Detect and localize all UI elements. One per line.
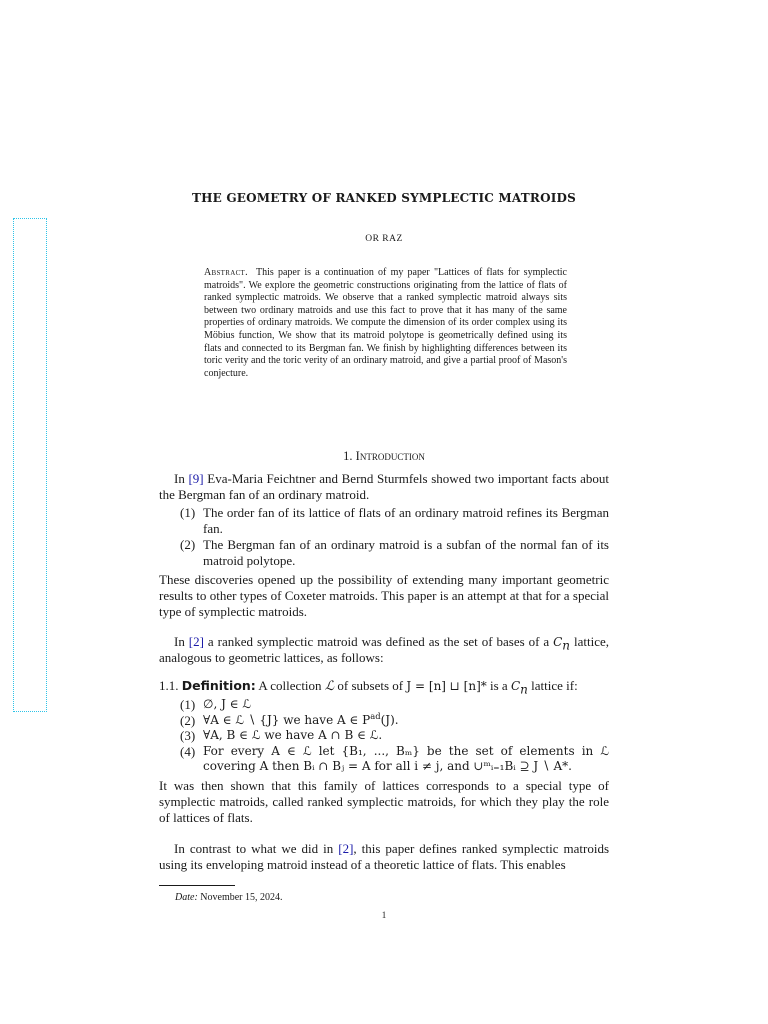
list-item-text-part: (J). [380, 712, 399, 727]
citation-link[interactable]: [9] [188, 471, 204, 486]
list-item-text: The order fan of its lattice of flats of an ordinary matroid refines its Bergman fan. [203, 505, 609, 536]
intro-text: Eva-Maria Feichtner and Bernd Sturmfels showed two important facts about the Bergman fan of an ordinary matroid. [159, 471, 609, 502]
list-item [180, 505, 609, 537]
intro-text: a ranked symplectic matroid was defined as the set of bases of a [203, 634, 554, 649]
intro-paragraph-1 [159, 471, 609, 503]
math-superscript: ad [370, 710, 381, 721]
list-item-number: (4) [180, 743, 196, 759]
definition-text: of subsets of [334, 678, 407, 693]
paper-title: THE GEOMETRY OF RANKED SYMPLECTIC MATROIDS [191, 191, 577, 205]
paragraph-text: , this paper defines ranked symplectic matroids using its enveloping matroid instead of a theoretic lattice of flats. This enables [159, 841, 610, 872]
definition-text: is a [486, 678, 511, 693]
dotted-margin-box [13, 218, 47, 712]
math-symbol: C [553, 635, 563, 649]
list-item [180, 728, 609, 744]
definition-block [159, 678, 609, 695]
list-item-text: For every A ∈ ℒ let {B₁, ..., Bₘ} be the set of elements in ℒ covering A then Bᵢ ∩ Bⱼ = A for all i ≠ j, and ∪ᵐᵢ₌₁Bᵢ ⊇ J ∖ A*. [203, 743, 609, 774]
footnote-rule [159, 885, 235, 886]
definition-conditions-list [180, 697, 609, 775]
list-item-number: (2) [180, 537, 196, 552]
list-item [180, 710, 609, 729]
abstract-label: Abstract. [204, 267, 248, 278]
list-item-text-part: ∀A ∈ ℒ ∖ {J} we have A ∈ P [203, 712, 371, 727]
abstract [204, 267, 567, 380]
intro-text: lattice, analogous to geometric lattices, as follows: [159, 634, 609, 665]
intro-paragraph-3 [159, 634, 609, 666]
date-footnote [175, 892, 283, 903]
definition-text: lattice if: [527, 678, 578, 693]
math-symbol: ℒ [324, 679, 335, 694]
section-title: Introduction [355, 449, 425, 463]
list-item-number: (2) [180, 712, 196, 728]
list-item-number: (1) [180, 505, 196, 520]
author-name: OR RAZ [365, 234, 403, 244]
footnote-text: November 15, 2024. [200, 892, 283, 903]
section-heading [0, 449, 768, 464]
page-number: 1 [381, 910, 387, 920]
math-symbol: C [510, 679, 521, 693]
list-item [180, 537, 609, 569]
list-item-number: (3) [180, 728, 196, 744]
citation-link[interactable]: [2] [188, 634, 204, 649]
list-item-number: (1) [180, 697, 196, 712]
definition-number: 1.1. [159, 678, 179, 693]
paragraph-lattices: It was then shown that this family of lattices corresponds to a special type of symplectic matroids, called ranked symplectic matroids, for which they play the role of lattices of flats. [159, 778, 609, 825]
intro-text: In [174, 471, 189, 486]
definition-label: Definition: [181, 678, 256, 693]
list-item-text: ∀A, B ∈ ℒ we have A ∩ B ∈ ℒ. [203, 728, 383, 743]
math-subscript: n [520, 682, 528, 697]
paragraph-text: In contrast to what we did in [174, 841, 339, 856]
citation-link[interactable]: [2] [338, 841, 354, 856]
list-item-text: ∅, J ∈ ℒ [203, 697, 252, 711]
list-item-text: The Bergman fan of an ordinary matroid is a subfan of the normal fan of its matroid polytope. [203, 537, 609, 568]
facts-list [180, 505, 609, 569]
footnote-label: Date: [175, 892, 198, 903]
list-item [180, 697, 609, 713]
paragraph-contrast [159, 841, 609, 873]
definition-text: A collection [258, 678, 325, 693]
abstract-text: This paper is a continuation of my paper "Lattices of flats for symplectic matroids". We explore the geometric constructions originating from the lattice of flats of ranked symplectic matroids. We observe that a ranked symplectic matroid always sits between two ordinary matroids and use this fact to prove that it has many of the same properties of ordinary matroids. We compute the dimension of its order complex using its Möbius function, We show that its matroid polytope is geometrically defined using its flats and connected to its Bergman fan. We finish by highlighting differences between its toric verity and the toric verity of an ordinary matroid, and give a partial proof of Mason's conjecture. [204, 267, 567, 379]
math-subscript: n [562, 638, 571, 653]
intro-text: In [174, 634, 189, 649]
math-expression: J = [n] ⊔ [n]* [406, 679, 487, 693]
list-item-text [203, 710, 609, 729]
list-item [180, 744, 609, 775]
intro-paragraph-2: These discoveries opened up the possibility of extending many important geometric results to other types of Coxeter matroids. This paper is an attempt at that for a special type of symplectic matroids. [159, 572, 609, 619]
section-number: 1. [343, 449, 353, 463]
